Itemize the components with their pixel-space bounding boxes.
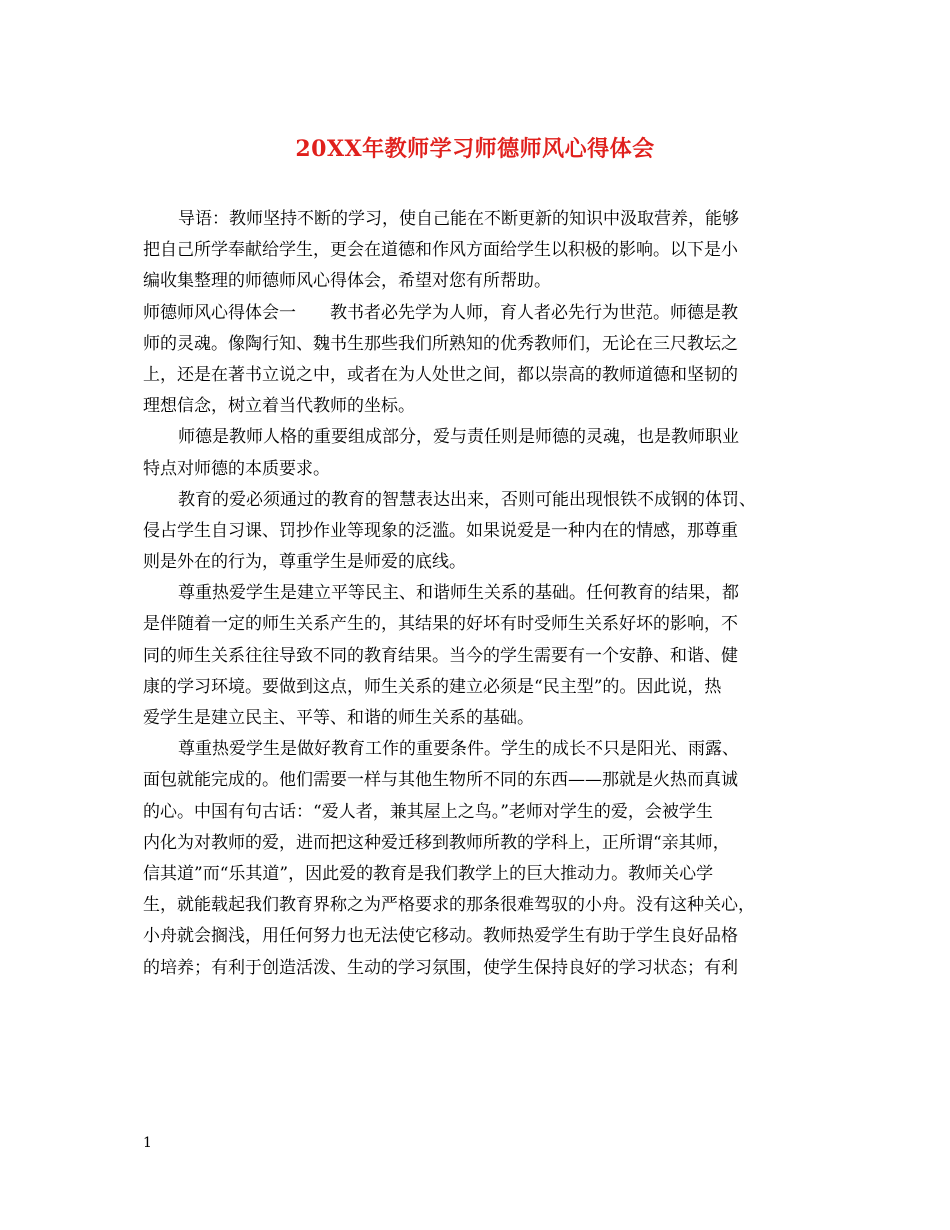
- text-line: 生，就能载起我们教育界称之为严格要求的那条很难驾驭的小舟。没有这种关心，: [143, 895, 755, 916]
- text-line: 师德是教师人格的重要组成部分，爱与责任则是师德的灵魂，也是教师职业: [178, 427, 739, 448]
- text-line: 把自己所学奉献给学生，更会在道德和作风方面给学生以积极的影响。以下是小: [143, 240, 738, 261]
- text-line: 编收集整理的师德师风心得体会，希望对您有所帮助。: [143, 271, 551, 292]
- page-number: 1: [143, 1135, 152, 1151]
- text-line: 尊重热爱学生是做好教育工作的重要条件。学生的成长不只是阳光、雨露、: [178, 739, 739, 760]
- text-line: 是伴随着一定的师生关系产生的，其结果的好坏有时受师生关系好坏的影响，不: [143, 614, 738, 635]
- text-line: 尊重热爱学生是建立平等民主、和谐师生关系的基础。任何教育的结果，都: [178, 583, 739, 604]
- text-line: 面包就能完成的。他们需要一样与其他生物所不同的东西——那就是火热而真诚: [143, 770, 738, 791]
- text-line: 师的灵魂。像陶行知、魏书生那些我们所熟知的优秀教师们，无论在三尺教坛之: [143, 333, 738, 354]
- text-line: 小舟就会搁浅，用任何努力也无法使它移动。教师热爱学生有助于学生良好品格: [143, 926, 738, 947]
- text-line: 同的师生关系往往导致不同的教育结果。当今的学生需要有一个安静、和谐、健: [143, 645, 738, 666]
- text-line: 爱学生是建立民主、平等、和谐的师生关系的基础。: [143, 708, 534, 728]
- document-body: [143, 204, 815, 984]
- text-line: 则是外在的行为，尊重学生是师爱的底线。: [143, 552, 466, 573]
- text-line: 内化为对教师的爱，进而把这种爱迁移到教师所教的学科上，正所谓“亲其师，: [143, 832, 730, 853]
- document-title: 20XX年教师学习师德师风心得体会: [295, 136, 655, 162]
- text-line: 教育的爱必须通过的教育的智慧表达出来，否则可能出现恨铁不成钢的体罚、: [178, 489, 756, 510]
- text-line: 上，还是在著书立说之中，或者在为人处世之间，都以崇高的教师道德和坚韧的: [143, 364, 738, 385]
- text-line: 康的学习环境。要做到这点，师生关系的建立必须是“民主型”的。因此说，热: [143, 676, 722, 697]
- text-line: 侵占学生自习课、罚抄作业等现象的泛滥。如果说爱是一种内在的情感，那尊重: [143, 520, 738, 541]
- text-line: 的培养；有利于创造活泼、生动的学习氛围，使学生保持良好的学习状态；有利: [143, 957, 738, 978]
- text-line: 的心。中国有句古话：“爱人者，兼其屋上之鸟。”老师对学生的爱，会被学生: [143, 801, 713, 822]
- text-line: 理想信念，树立着当代教师的坐标。: [143, 396, 415, 417]
- text-line: 特点对师德的本质要求。: [143, 458, 330, 479]
- text-line: 师德师风心得体会一 教书者必先学为人师，育人者必先行为世范。师德是教: [143, 302, 738, 323]
- text-line: 导语：教师坚持不断的学习，使自己能在不断更新的知识中汲取营养，能够: [178, 209, 739, 229]
- text-line: 信其道”而“乐其道”，因此爱的教育是我们教学上的巨大推动力。教师关心学: [143, 863, 714, 884]
